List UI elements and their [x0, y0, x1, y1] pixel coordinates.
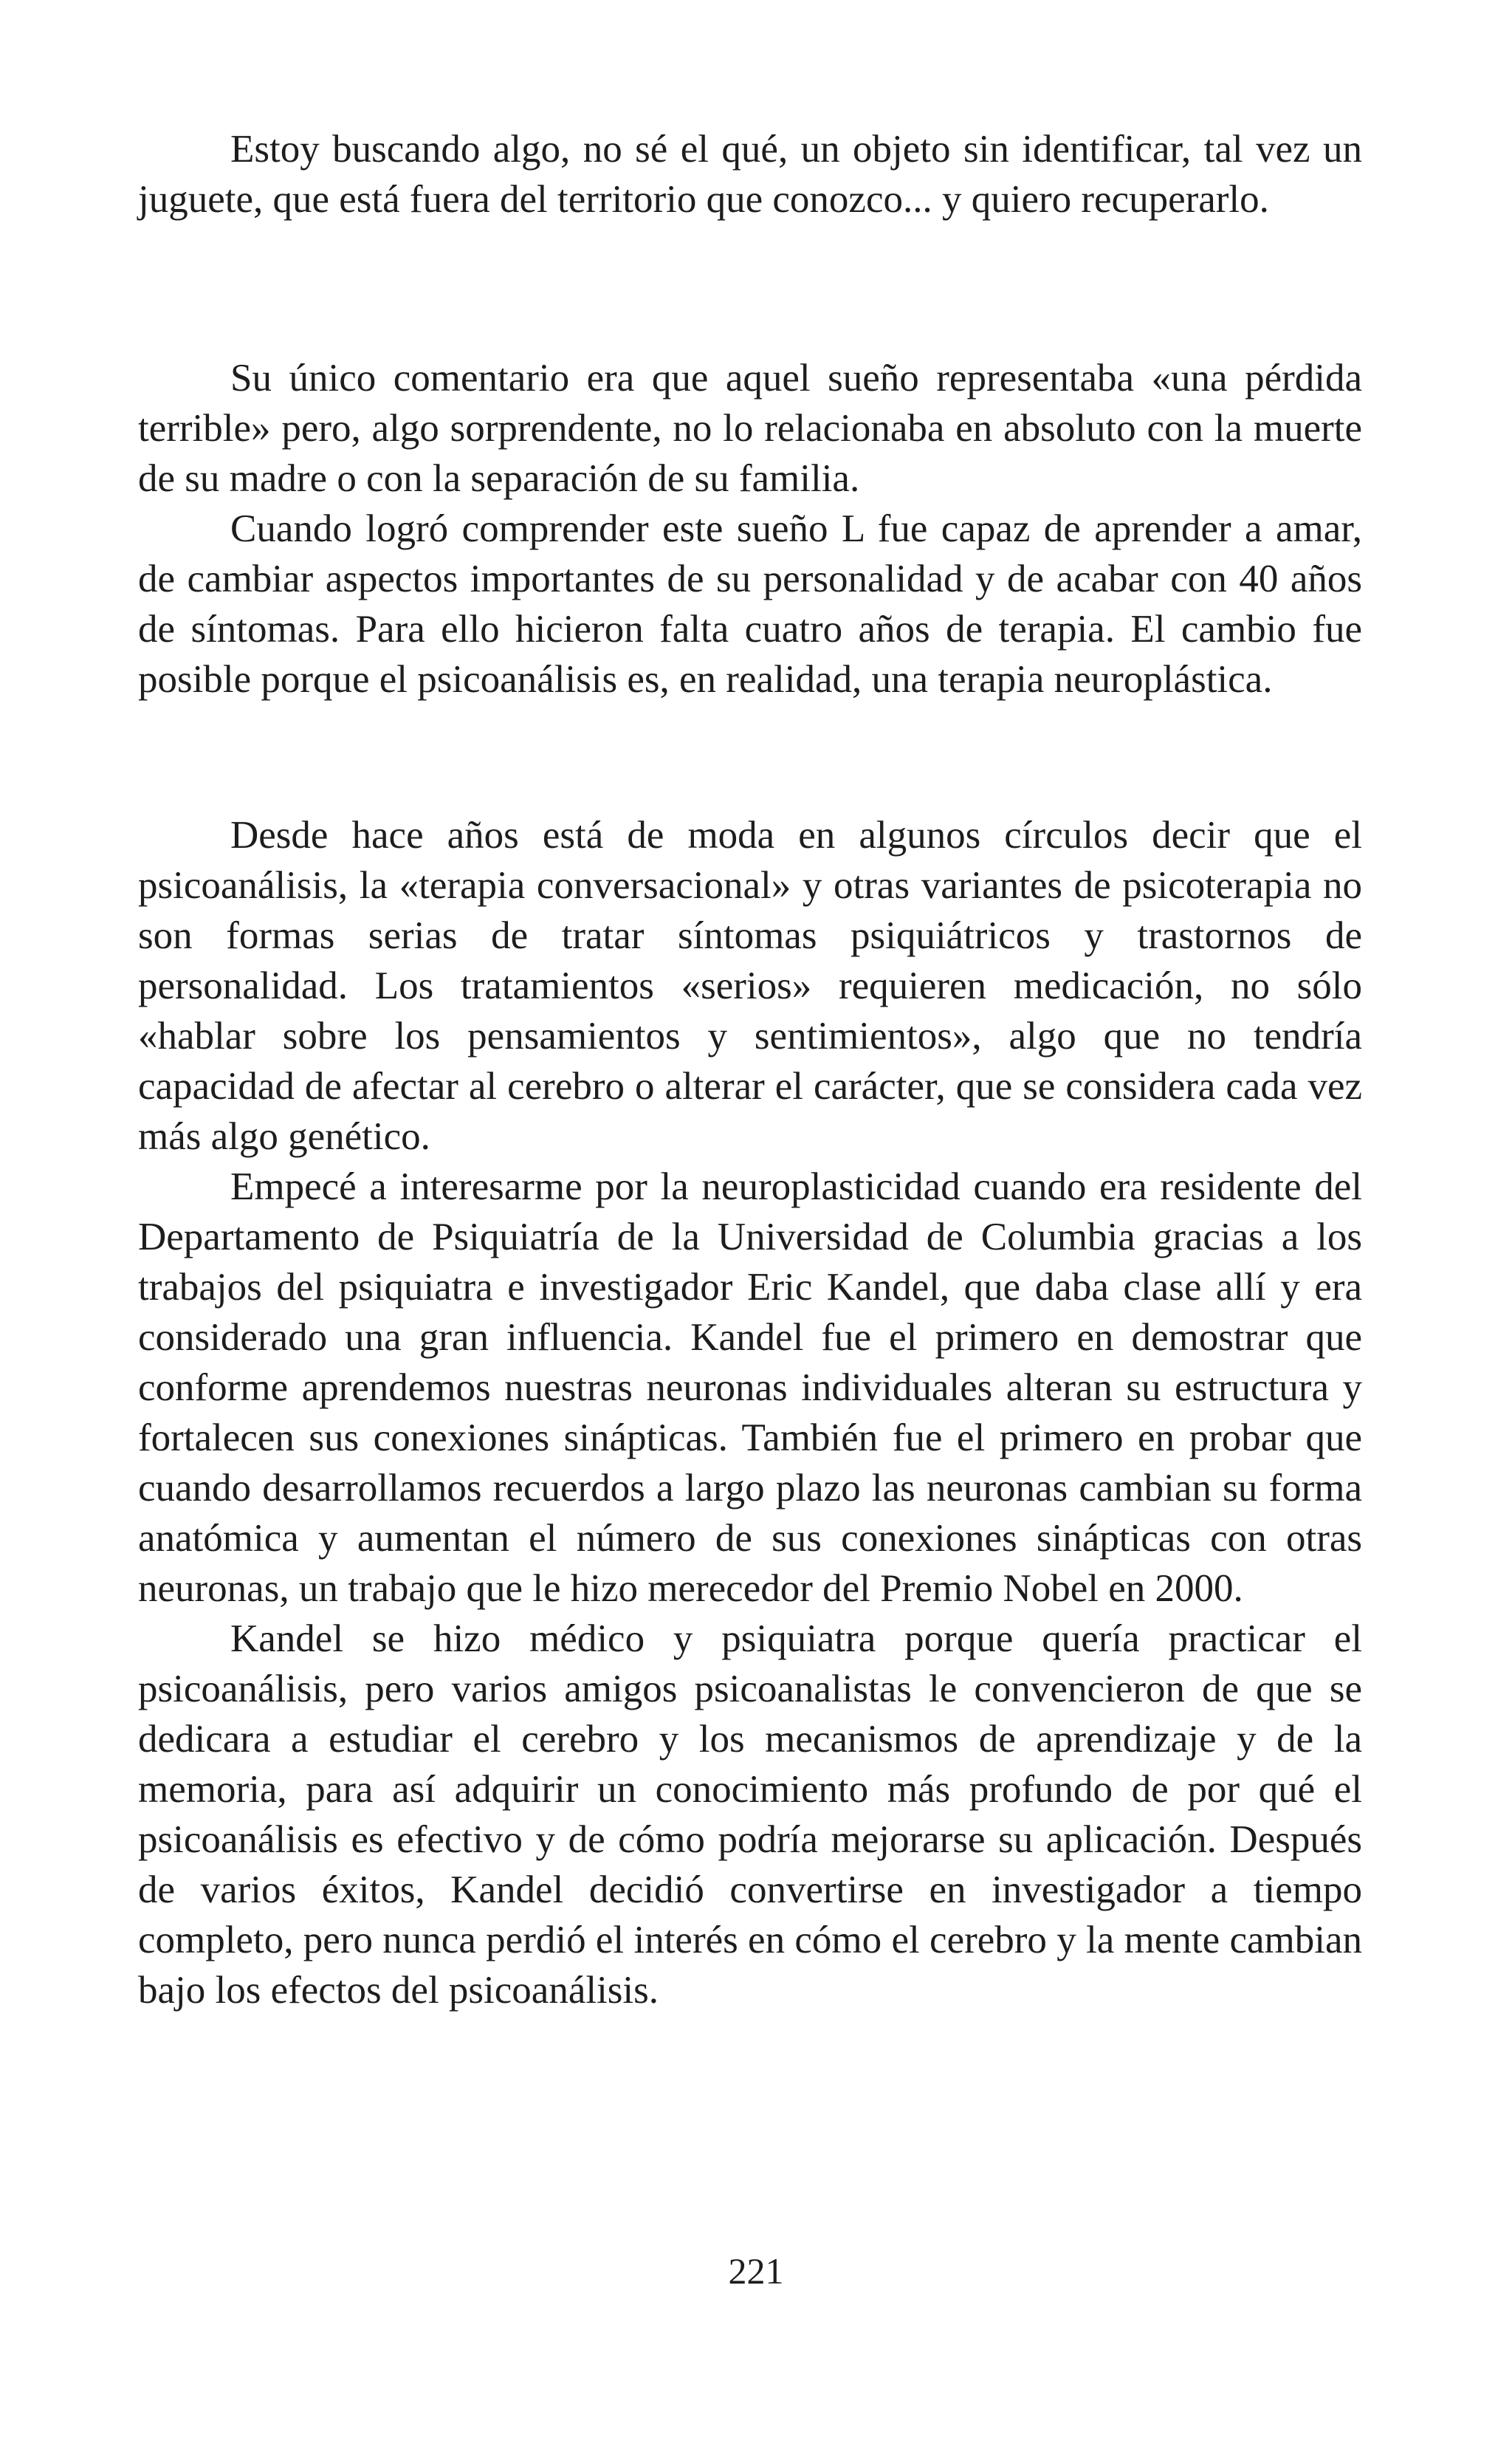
- quote-paragraph: Estoy buscando algo, no sé el qué, un objeto sin identificar, tal vez un juguete, que está fuera del territorio que conozco... y quiero recuperarlo.: [138, 128, 1362, 221]
- paragraph: Cuando logró comprender este sueño L fue capaz de aprender a amar, de cambiar aspectos importantes de su personalidad y de acabar con 40 años de síntomas. Para ello hicieron falta cuatro años de terapia. El cambio fue posible porque el psicoanálisis es, en realidad, una terapia neuroplástica.: [138, 507, 1362, 701]
- paragraph: Su único comentario era que aquel sueño representaba «una pérdida terrible» pero, algo sorprendente, no lo relacionaba en absoluto con la muerte de su madre o con la separación de su familia.: [138, 357, 1362, 500]
- dream-quote: [138, 124, 1362, 225]
- paragraph: Desde hace años está de moda en algunos círculos decir que el psicoanálisis, la «terapia conversacional» y otras variantes de psicoterapia no son formas serias de tratar síntomas psiquiátricos y trastornos de personalidad. Los tratamientos «serios» requieren medicación, no sólo «hablar sobre los pensamientos y sentimientos», algo que no tendría capacidad de afectar al cerebro o alterar el carácter, que se considera cada vez más algo genético.: [138, 814, 1362, 1158]
- paragraph: Empecé a interesarme por la neuroplasticidad cuando era residente del Departamento de Psiquiatría de la Universidad de Columbia gracias a los trabajos del psiquiatra e investigador Eric Kandel, que daba clase allí y era considerado una gran influencia. Kandel fue el primero en demostrar que conforme aprendemos nuestras neuronas individuales alteran su estructura y fortalecen sus conexiones sinápticas. También fue el primero en probar que cuando desarrollamos recuerdos a largo plazo las neuronas cambian su forma anatómica y aumentan el número de sus conexiones sinápticas con otras neuronas, un trabajo que le hizo merecedor del Premio Nobel en 2000.: [138, 1165, 1362, 1610]
- page-number: 221: [728, 2250, 784, 2292]
- paragraph: Kandel se hizo médico y psiquiatra porque quería practicar el psicoanálisis, pero varios amigos psicoanalistas le convencieron de que se dedicara a estudiar el cerebro y los mecanismos de aprendizaje y de la memoria, para así adquirir un conocimiento más profundo de por qué el psicoanálisis es efectivo y de cómo podría mejorarse su aplicación. Después de varios éxitos, Kandel decidió convertirse en investigador a tiempo completo, pero nunca perdió el interés en cómo el cerebro y la mente cambian bajo los efectos del psicoanálisis.: [138, 1617, 1362, 2012]
- text-section-one: [138, 353, 1362, 705]
- text-section-two: [138, 810, 1362, 2015]
